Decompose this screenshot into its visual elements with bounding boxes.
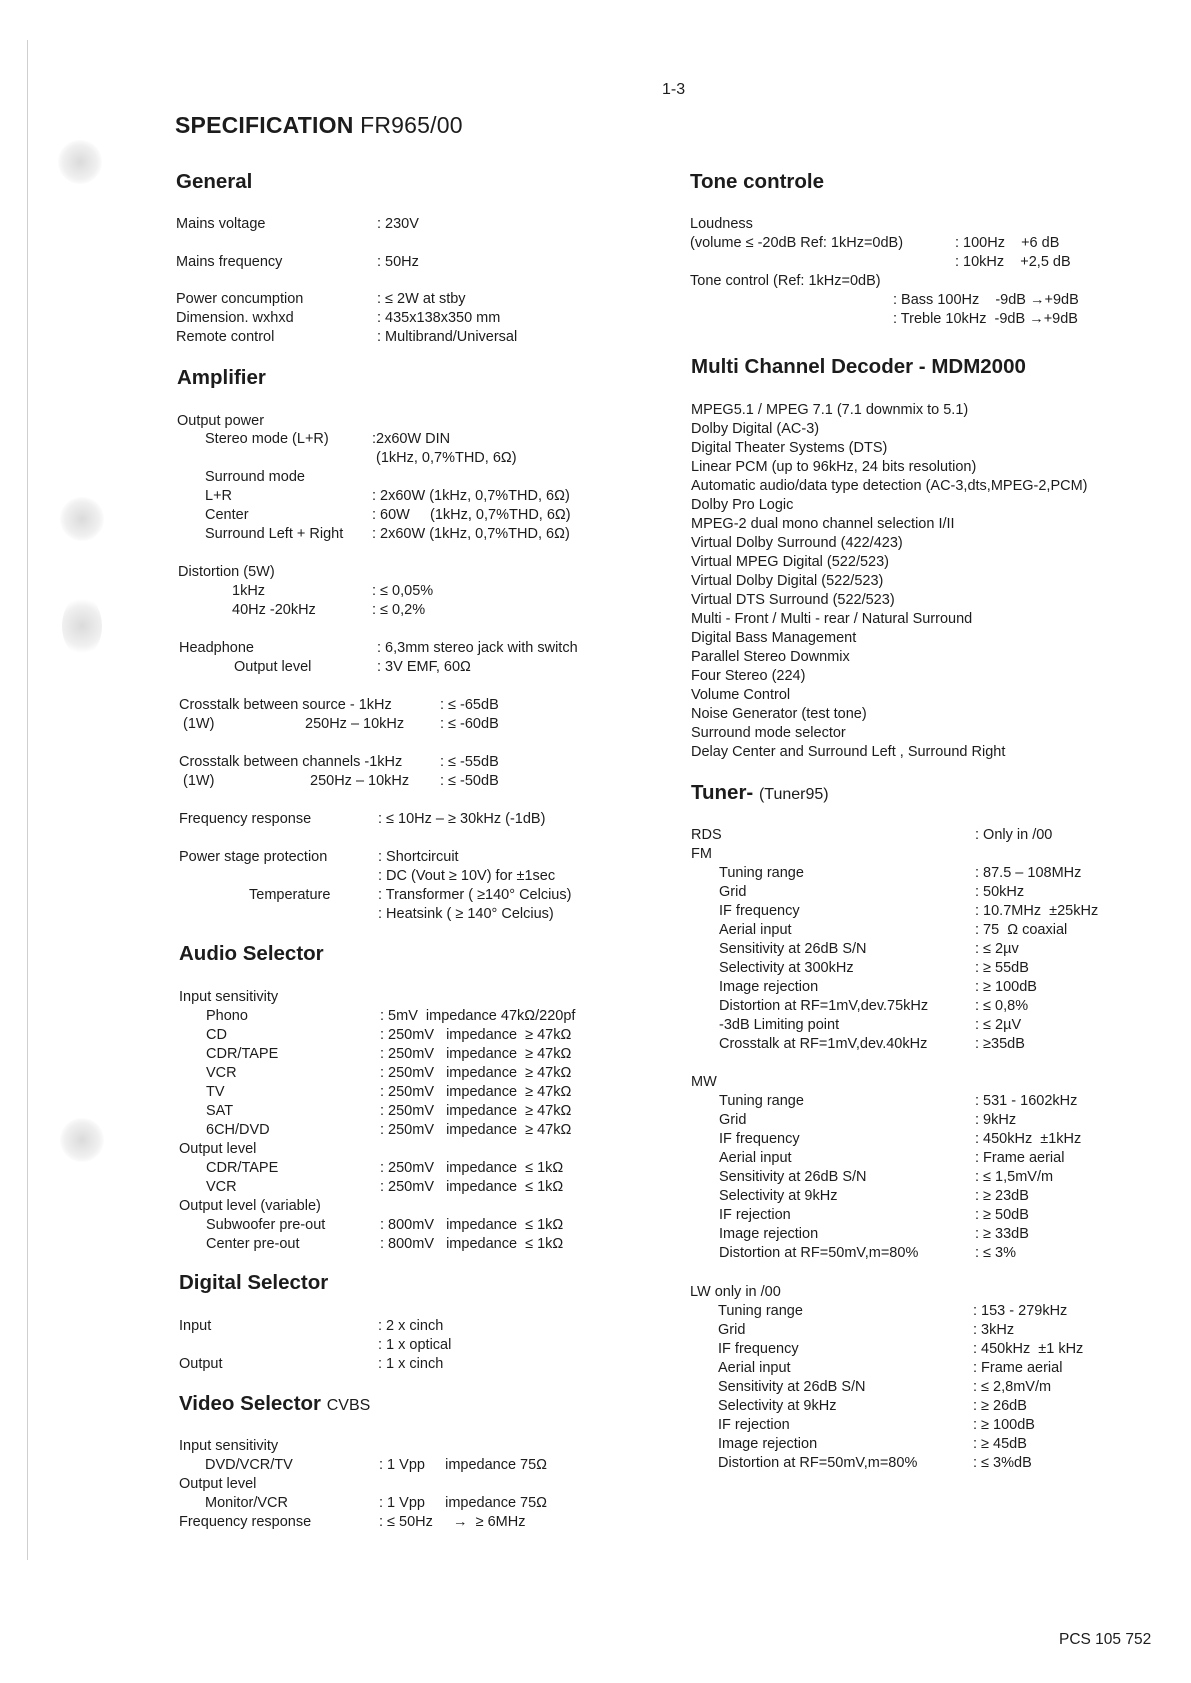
fm-value-1: : 87.5 – 108MHz [975, 865, 1082, 881]
digital-input-value-2: : 1 x optical [378, 1337, 452, 1353]
treble-value: : Treble 10kHz -9dB →+9dB [893, 311, 1078, 327]
general-value-4: : 435x138x350 mm [377, 310, 501, 326]
distortion-label-1: 1kHz [232, 583, 266, 599]
page-number: 1-3 [662, 81, 686, 98]
video-output-label: Monitor/VCR [205, 1495, 288, 1511]
mw-label-8: Image rejection [719, 1226, 819, 1242]
video-frequency-value: : ≤ 50Hz → ≥ 6MHz [379, 1514, 526, 1530]
mw-value-1: : 531 - 1602kHz [975, 1093, 1078, 1109]
video-output-level-label: Output level [179, 1476, 257, 1492]
distortion-label: Distortion (5W) [178, 564, 275, 580]
output-level-value: : 3V EMF, 60Ω [377, 659, 471, 675]
audio-input-label-tv: TV [206, 1084, 225, 1100]
decoder-item: Parallel Stereo Downmix [691, 649, 850, 665]
video-frequency-label: Frequency response [179, 1514, 312, 1530]
fm-label-6: Selectivity at 300kHz [719, 960, 854, 976]
lw-value-5: : ≤ 2,8mV/m [973, 1379, 1052, 1395]
mw-label: MW [691, 1074, 717, 1090]
digital-input-value: : 2 x cinch [378, 1318, 444, 1334]
decoder-item: Virtual Dolby Surround (422/423) [691, 535, 903, 551]
crosstalk-source-label: Crosstalk between source - 1kHz [179, 697, 392, 713]
audio-variable-label-center: Center pre-out [206, 1236, 300, 1252]
mw-label-4: Aerial input [719, 1150, 792, 1166]
general-label-2: Mains frequency [176, 254, 283, 270]
general-label-5: Remote control [176, 329, 275, 345]
lw-label-7: IF rejection [718, 1417, 790, 1433]
audio-input-value-cdr-tape: : 250mV impedance ≥ 47kΩ [380, 1046, 572, 1062]
mw-label-2: Grid [719, 1112, 747, 1128]
stereo-mode-value: :2x60W DIN [372, 431, 451, 447]
fm-value-10: : ≥35dB [975, 1036, 1025, 1052]
binder-edge-line [27, 40, 28, 1560]
decoder-item: Noise Generator (test tone) [691, 706, 867, 722]
fm-label-8: Distortion at RF=1mV,dev.75kHz [719, 998, 929, 1014]
protection-label: Power stage protection [179, 849, 328, 865]
lw-label-4: Aerial input [718, 1360, 791, 1376]
general-label-1: Mains voltage [176, 216, 266, 232]
mw-value-8: : ≥ 33dB [975, 1226, 1029, 1242]
mw-value-5: : ≤ 1,5mV/m [975, 1169, 1054, 1185]
decoder-item: Linear PCM (up to 96kHz, 24 bits resolution) [691, 459, 977, 475]
video-selector-suffix: CVBS [326, 1397, 371, 1414]
decoder-item: MPEG5.1 / MPEG 7.1 (7.1 downmix to 5.1) [691, 402, 969, 418]
lw-value-8: : ≥ 45dB [973, 1436, 1027, 1452]
fm-value-2: : 50kHz [975, 884, 1025, 900]
loudness-value-2: : 10kHz +2,5 dB [955, 254, 1071, 270]
fm-label-4: Aerial input [719, 922, 792, 938]
audio-output-variable-label: Output level (variable) [179, 1198, 321, 1214]
crosstalk-source-value-1: : ≤ -65dB [440, 697, 499, 713]
general-heading: General [176, 170, 253, 193]
protection-value-2: : DC (Vout ≥ 10V) for ±1sec [378, 868, 556, 884]
decoder-item: Delay Center and Surround Left , Surround Right [691, 744, 1006, 760]
audio-input-value-sat: : 250mV impedance ≥ 47kΩ [380, 1103, 572, 1119]
audio-output-level-label: Output level [179, 1141, 257, 1157]
loudness-label: Loudness [690, 216, 753, 232]
lw-label-8: Image rejection [718, 1436, 818, 1452]
temperature-value-2: : Heatsink ( ≥ 140° Celcius) [378, 906, 554, 922]
mw-value-2: : 9kHz [975, 1112, 1017, 1128]
fm-label-2: Grid [719, 884, 747, 900]
audio-output-value-cdr-tape: : 250mV impedance ≤ 1kΩ [380, 1160, 564, 1176]
document-code: PCS 105 752 [1059, 1631, 1152, 1648]
lw-label: LW only in /00 [690, 1284, 781, 1300]
mw-label-6: Selectivity at 9kHz [719, 1188, 838, 1204]
surround-mode-label: Surround mode [205, 469, 305, 485]
tuner-suffix: (Tuner95) [758, 786, 829, 803]
surround-value-2: : 60W (1kHz, 0,7%THD, 6Ω) [372, 507, 571, 523]
crosstalk-channels-value-2: : ≤ -50dB [440, 773, 499, 789]
fm-value-3: : 10.7MHz ±25kHz [975, 903, 1099, 919]
decoder-item: Four Stereo (224) [691, 668, 806, 684]
audio-input-label-vcr: VCR [206, 1065, 237, 1081]
fm-label-1: Tuning range [719, 865, 804, 881]
distortion-value-1: : ≤ 0,05% [372, 583, 434, 599]
amplifier-heading: Amplifier [177, 366, 266, 389]
fm-label-9: -3dB Limiting point [719, 1017, 840, 1033]
video-input-label: DVD/VCR/TV [205, 1457, 293, 1473]
audio-input-label-sat: SAT [206, 1103, 234, 1119]
fm-value-9: : ≤ 2µV [975, 1017, 1022, 1033]
crosstalk-source-value-2: : ≤ -60dB [440, 716, 499, 732]
loudness-condition: (volume ≤ -20dB Ref: 1kHz=0dB) [690, 235, 904, 251]
mw-label-5: Sensitivity at 26dB S/N [719, 1169, 867, 1185]
lw-label-1: Tuning range [718, 1303, 803, 1319]
rds-label: RDS [691, 827, 722, 843]
audio-input-label-phono: Phono [206, 1008, 248, 1024]
decoder-item: Surround mode selector [691, 725, 846, 741]
video-output-value: : 1 Vpp impedance 75Ω [379, 1495, 548, 1511]
decoder-item: Automatic audio/data type detection (AC-3,dts,MPEG-2,PCM) [691, 478, 1088, 494]
punch-hole-mark [58, 140, 102, 184]
distortion-label-2: 40Hz -20kHz [232, 602, 316, 618]
audio-output-label-vcr: VCR [206, 1179, 237, 1195]
mw-value-7: : ≥ 50dB [975, 1207, 1029, 1223]
digital-output-label: Output [179, 1356, 223, 1372]
general-label-3: Power concumption [176, 291, 304, 307]
audio-variable-value-center: : 800mV impedance ≤ 1kΩ [380, 1236, 564, 1252]
protection-value: : Shortcircuit [378, 849, 459, 865]
tuner-title: Tuner- [691, 781, 754, 804]
decoder-item: Digital Theater Systems (DTS) [691, 440, 888, 456]
decoder-item: Digital Bass Management [691, 630, 857, 646]
lw-value-9: : ≤ 3%dB [973, 1455, 1032, 1471]
audio-input-label-cdr-tape: CDR/TAPE [206, 1046, 279, 1062]
digital-input-label: Input [179, 1318, 212, 1334]
tone-heading: Tone controle [690, 170, 825, 193]
general-value-2: : 50Hz [377, 254, 419, 270]
surround-label-3: Surround Left + Right [205, 526, 344, 542]
decoder-item: MPEG-2 dual mono channel selection I/II [691, 516, 955, 532]
fm-label-10: Crosstalk at RF=1mV,dev.40kHz [719, 1036, 928, 1052]
audio-input-label-6ch-dvd: 6CH/DVD [206, 1122, 270, 1138]
punch-hole-mark [60, 1118, 104, 1162]
headphone-label: Headphone [179, 640, 254, 656]
tuner-heading [691, 781, 829, 805]
surround-label-2: Center [205, 507, 249, 523]
lw-value-1: : 153 - 279kHz [973, 1303, 1068, 1319]
bass-value: : Bass 100Hz -9dB →+9dB [893, 292, 1079, 308]
mw-label-3: IF frequency [719, 1131, 800, 1147]
temperature-value: : Transformer ( ≥140° Celcius) [378, 887, 572, 903]
fm-value-4: : 75 Ω coaxial [975, 922, 1068, 938]
lw-label-3: IF frequency [718, 1341, 799, 1357]
crosstalk-source-sub: (1W) [183, 716, 215, 732]
title-main: SPECIFICATION [175, 112, 354, 138]
punch-hole-mark [60, 497, 104, 541]
decoder-item: Dolby Digital (AC-3) [691, 421, 820, 437]
audio-input-value-vcr: : 250mV impedance ≥ 47kΩ [380, 1065, 572, 1081]
general-value-5: : Multibrand/Universal [377, 329, 518, 345]
loudness-value-1: : 100Hz +6 dB [955, 235, 1060, 251]
mw-value-4: : Frame aerial [975, 1150, 1065, 1166]
headphone-value: : 6,3mm stereo jack with switch [377, 640, 578, 656]
audio-input-sensitivity-label: Input sensitivity [179, 989, 279, 1005]
surround-value-3: : 2x60W (1kHz, 0,7%THD, 6Ω) [372, 526, 570, 542]
fm-value-8: : ≤ 0,8% [975, 998, 1029, 1014]
lw-value-7: : ≥ 100dB [973, 1417, 1035, 1433]
digital-output-value: : 1 x cinch [378, 1356, 444, 1372]
decoder-item: Dolby Pro Logic [691, 497, 794, 513]
decoder-item: Virtual MPEG Digital (522/523) [691, 554, 889, 570]
page-title [175, 112, 463, 139]
tone-control-label: Tone control (Ref: 1kHz=0dB) [690, 273, 881, 289]
decoder-item: Virtual Dolby Digital (522/523) [691, 573, 884, 589]
fm-label: FM [691, 846, 712, 862]
fm-label-3: IF frequency [719, 903, 800, 919]
crosstalk-channels-value-1: : ≤ -55dB [440, 754, 499, 770]
lw-value-2: : 3kHz [973, 1322, 1015, 1338]
decoder-item: Volume Control [691, 687, 791, 703]
frequency-response-value: : ≤ 10Hz – ≥ 30kHz (-1dB) [378, 811, 546, 827]
lw-label-6: Selectivity at 9kHz [718, 1398, 837, 1414]
fm-value-7: : ≥ 100dB [975, 979, 1037, 995]
mw-value-6: : ≥ 23dB [975, 1188, 1029, 1204]
stereo-mode-value-2: (1kHz, 0,7%THD, 6Ω) [376, 450, 517, 466]
fm-label-5: Sensitivity at 26dB S/N [719, 941, 867, 957]
lw-label-5: Sensitivity at 26dB S/N [718, 1379, 866, 1395]
lw-label-9: Distortion at RF=50mV,m=80% [718, 1455, 918, 1471]
audio-output-value-vcr: : 250mV impedance ≤ 1kΩ [380, 1179, 564, 1195]
distortion-value-2: : ≤ 0,2% [372, 602, 426, 618]
fm-value-6: : ≥ 55dB [975, 960, 1029, 976]
output-level-label: Output level [234, 659, 312, 675]
temperature-label: Temperature [249, 887, 331, 903]
rds-value: : Only in /00 [975, 827, 1053, 843]
audio-input-label-cd: CD [206, 1027, 227, 1043]
video-input-value: : 1 Vpp impedance 75Ω [379, 1457, 548, 1473]
output-power-label: Output power [177, 413, 265, 429]
audio-output-label-cdr-tape: CDR/TAPE [206, 1160, 279, 1176]
crosstalk-source-freq: 250Hz – 10kHz [305, 716, 405, 732]
mw-label-7: IF rejection [719, 1207, 791, 1223]
frequency-response-label: Frequency response [179, 811, 312, 827]
general-value-1: : 230V [377, 216, 419, 232]
decoder-item: Multi - Front / Multi - rear / Natural Surround [691, 611, 973, 627]
video-selector-title: Video Selector [179, 1392, 322, 1415]
title-model: FR965/00 [360, 112, 463, 138]
lw-value-4: : Frame aerial [973, 1360, 1063, 1376]
lw-value-3: : 450kHz ±1 kHz [973, 1341, 1084, 1357]
general-label-4: Dimension. wxhxd [176, 310, 294, 326]
mw-value-3: : 450kHz ±1kHz [975, 1131, 1082, 1147]
surround-label-1: L+R [205, 488, 233, 504]
general-value-3: : ≤ 2W at stby [377, 291, 466, 307]
decoder-heading: Multi Channel Decoder - MDM2000 [691, 355, 1026, 378]
crosstalk-channels-sub: (1W) [183, 773, 215, 789]
audio-selector-heading: Audio Selector [179, 942, 324, 965]
mw-label-1: Tuning range [719, 1093, 804, 1109]
punch-hole-mark [62, 596, 102, 656]
lw-value-6: : ≥ 26dB [973, 1398, 1027, 1414]
audio-input-value-6ch-dvd: : 250mV impedance ≥ 47kΩ [380, 1122, 572, 1138]
crosstalk-channels-label: Crosstalk between channels -1kHz [179, 754, 403, 770]
decoder-item: Virtual DTS Surround (522/523) [691, 592, 895, 608]
audio-input-value-cd: : 250mV impedance ≥ 47kΩ [380, 1027, 572, 1043]
video-input-sensitivity-label: Input sensitivity [179, 1438, 279, 1454]
surround-value-1: : 2x60W (1kHz, 0,7%THD, 6Ω) [372, 488, 570, 504]
audio-variable-value-subwoofer: : 800mV impedance ≤ 1kΩ [380, 1217, 564, 1233]
audio-variable-label-subwoofer: Subwoofer pre-out [206, 1217, 326, 1233]
fm-label-7: Image rejection [719, 979, 819, 995]
audio-input-value-phono: : 5mV impedance 47kΩ/220pf [380, 1008, 576, 1024]
crosstalk-channels-freq: 250Hz – 10kHz [310, 773, 410, 789]
fm-value-5: : ≤ 2µv [975, 941, 1019, 957]
video-selector-heading [179, 1392, 370, 1416]
mw-value-9: : ≤ 3% [975, 1245, 1017, 1261]
mw-label-9: Distortion at RF=50mV,m=80% [719, 1245, 919, 1261]
audio-input-value-tv: : 250mV impedance ≥ 47kΩ [380, 1084, 572, 1100]
lw-label-2: Grid [718, 1322, 746, 1338]
stereo-mode-label: Stereo mode (L+R) [205, 431, 329, 447]
digital-selector-heading: Digital Selector [179, 1271, 329, 1294]
